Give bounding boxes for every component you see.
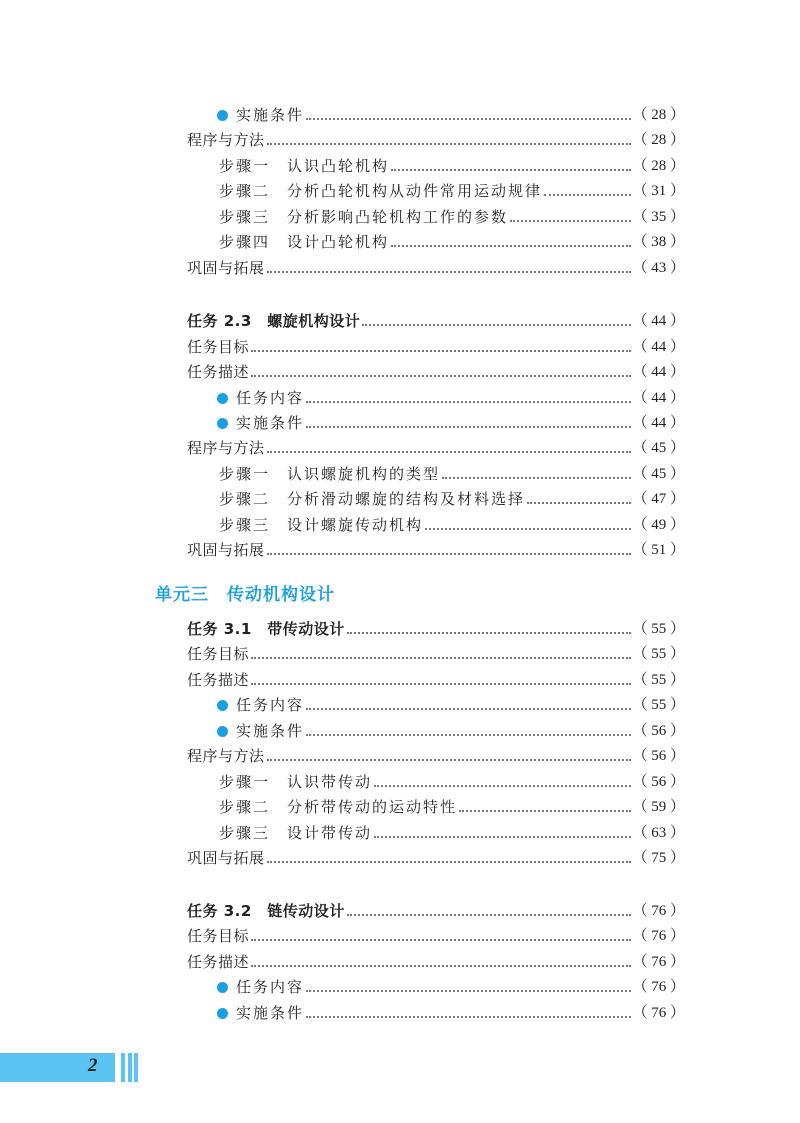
- toc-entry: [187, 336, 685, 358]
- dot-leader: [527, 502, 631, 504]
- dot-leader: [306, 990, 631, 992]
- toc-entry-page: （ 76 ）: [632, 979, 685, 995]
- toc-entry-page: （ 28 ）: [632, 107, 685, 123]
- toc-entry-page: （ 44 ）: [632, 390, 685, 406]
- toc-entry: [219, 514, 685, 536]
- toc-entry: [219, 796, 685, 818]
- toc-entry-page: （ 43 ）: [632, 260, 685, 276]
- toc-entry-title: 步骤二 分析滑动螺旋的结构及材料选择: [219, 490, 526, 508]
- toc-entry-title: 步骤一 认识凸轮机构: [219, 157, 390, 175]
- bullet-icon: [217, 982, 228, 993]
- toc-entry: [219, 155, 685, 177]
- toc-entry-title: 实施条件: [236, 106, 305, 124]
- dot-leader: [391, 169, 631, 171]
- toc-entry: [217, 1002, 685, 1024]
- toc-entry: [187, 361, 685, 383]
- dot-leader: [362, 324, 631, 326]
- dot-leader: [306, 426, 631, 428]
- toc-entry-page: （ 76 ）: [632, 954, 685, 970]
- toc-entry-page: （ 59 ）: [632, 799, 685, 815]
- toc-entry: [219, 180, 685, 202]
- toc-entry-title: 任务描述: [187, 671, 250, 689]
- toc-entry-title: 任务目标: [187, 645, 250, 663]
- toc-entry-page: （ 35 ）: [632, 209, 685, 225]
- toc-entry-title: 巩固与拓展: [187, 849, 265, 867]
- toc-entry: [187, 539, 685, 561]
- toc-entry-page: （ 45 ）: [632, 466, 685, 482]
- toc-entry-page: （ 56 ）: [632, 748, 685, 764]
- toc-entry-title: 任务描述: [187, 363, 250, 381]
- toc-entry-page: （ 56 ）: [632, 723, 685, 739]
- toc-entry-title: 任务目标: [187, 338, 250, 356]
- toc-entry-page: （ 44 ）: [632, 339, 685, 355]
- toc-entry: [187, 618, 685, 640]
- bullet-icon: [217, 700, 228, 711]
- toc-entry: [217, 694, 685, 716]
- dot-leader: [442, 477, 631, 479]
- dot-leader: [347, 914, 632, 916]
- toc-entry-title: 实施条件: [236, 414, 305, 432]
- toc-entry-title: 实施条件: [236, 722, 305, 740]
- toc-entry-title: 任务 2.3 螺旋机构设计: [187, 312, 361, 330]
- toc-entry-page: （ 55 ）: [632, 646, 685, 662]
- bullet-icon: [217, 1008, 228, 1019]
- toc-entry: [217, 387, 685, 409]
- dot-leader: [306, 401, 631, 403]
- toc-entry-page: （ 75 ）: [632, 850, 685, 866]
- toc-entry: [187, 669, 685, 691]
- dot-leader: [267, 553, 632, 555]
- toc-entry-page: （ 44 ）: [632, 364, 685, 380]
- toc-entry: [217, 412, 685, 434]
- bullet-icon: [217, 418, 228, 429]
- toc-entry-title: 实施条件: [236, 1004, 305, 1022]
- dot-leader: [459, 810, 631, 812]
- footer-stripe: [134, 1053, 138, 1082]
- toc-entry-title: 步骤三 设计螺旋传动机构: [219, 516, 424, 534]
- toc-entry-title: 步骤二 分析带传动的运动特性: [219, 798, 458, 816]
- toc-entry: [187, 129, 685, 151]
- dot-leader: [391, 245, 631, 247]
- dot-leader: [267, 861, 632, 863]
- toc-entry: [187, 643, 685, 665]
- toc-entry-title: 任务目标: [187, 927, 250, 945]
- toc-entry-page: （ 51 ）: [632, 542, 685, 558]
- toc-entry: [217, 720, 685, 742]
- dot-leader: [544, 194, 631, 196]
- toc-entry-title: 巩固与拓展: [187, 259, 265, 277]
- toc-entry-page: （ 55 ）: [632, 697, 685, 713]
- unit-heading: 单元三 传动机构设计: [155, 585, 335, 605]
- toc-entry-title: 任务描述: [187, 953, 250, 971]
- toc-entry-title: 程序与方法: [187, 439, 265, 457]
- page-number: 2: [88, 1055, 98, 1076]
- toc-entry-page: （ 28 ）: [632, 132, 685, 148]
- bullet-icon: [217, 726, 228, 737]
- toc-entry-title: 程序与方法: [187, 747, 265, 765]
- toc-entry-page: （ 45 ）: [632, 440, 685, 456]
- toc-entry: [187, 310, 685, 332]
- toc-entry-title: 步骤四 设计凸轮机构: [219, 233, 390, 251]
- dot-leader: [306, 708, 631, 710]
- toc-entry: [187, 437, 685, 459]
- dot-leader: [374, 785, 631, 787]
- toc-entry-title: 任务内容: [236, 696, 305, 714]
- footer-stripe: [121, 1053, 125, 1082]
- toc-entry-page: （ 28 ）: [632, 158, 685, 174]
- toc-entry-title: 步骤二 分析凸轮机构从动件常用运动规律: [219, 182, 543, 200]
- toc-entry: [219, 206, 685, 228]
- toc-entry: [187, 745, 685, 767]
- dot-leader: [267, 759, 632, 761]
- toc-entry-page: （ 44 ）: [632, 415, 685, 431]
- bullet-icon: [217, 393, 228, 404]
- toc-entry: [219, 231, 685, 253]
- toc-entry-title: 任务 3.1 带传动设计: [187, 620, 345, 638]
- toc-entry: [217, 976, 685, 998]
- toc-entry: [187, 900, 685, 922]
- toc-entry: [219, 488, 685, 510]
- dot-leader: [347, 632, 632, 634]
- toc-entry-title: 任务内容: [236, 978, 305, 996]
- dot-leader: [267, 143, 632, 145]
- toc-entry: [187, 847, 685, 869]
- toc-entry: [187, 951, 685, 973]
- toc-entry-page: （ 31 ）: [632, 183, 685, 199]
- dot-leader: [251, 939, 631, 941]
- toc-entry: [219, 463, 685, 485]
- dot-leader: [267, 451, 632, 453]
- toc-entry-title: 步骤一 认识带传动: [219, 773, 373, 791]
- toc-entry-title: 任务内容: [236, 389, 305, 407]
- toc-entry: [219, 771, 685, 793]
- toc-entry-title: 步骤一 认识螺旋机构的类型: [219, 465, 441, 483]
- dot-leader: [251, 965, 631, 967]
- bullet-icon: [217, 110, 228, 121]
- dot-leader: [425, 528, 631, 530]
- toc-entry-page: （ 76 ）: [632, 1005, 685, 1021]
- dot-leader: [251, 683, 631, 685]
- toc-entry-page: （ 76 ）: [632, 903, 685, 919]
- toc-entry-title: 程序与方法: [187, 131, 265, 149]
- toc-entry-title: 步骤三 设计带传动: [219, 824, 373, 842]
- dot-leader: [306, 118, 631, 120]
- toc-entry-page: （ 44 ）: [632, 313, 685, 329]
- dot-leader: [251, 350, 631, 352]
- dot-leader: [251, 375, 631, 377]
- dot-leader: [267, 271, 632, 273]
- toc-entry-page: （ 55 ）: [632, 672, 685, 688]
- dot-leader: [306, 1016, 631, 1018]
- toc-entry-title: 步骤三 分析影响凸轮机构工作的参数: [219, 208, 509, 226]
- toc-entry: [187, 925, 685, 947]
- toc-entry-page: （ 49 ）: [632, 517, 685, 533]
- toc-entry-title: 巩固与拓展: [187, 541, 265, 559]
- toc-entry-page: （ 76 ）: [632, 928, 685, 944]
- toc-entry-title: 任务 3.2 链传动设计: [187, 902, 345, 920]
- dot-leader: [306, 734, 631, 736]
- toc-entry-page: （ 47 ）: [632, 491, 685, 507]
- toc-entry: [217, 104, 685, 126]
- toc-entry: [187, 257, 685, 279]
- footer-stripe: [128, 1053, 132, 1082]
- toc-entry-page: （ 56 ）: [632, 774, 685, 790]
- toc-entry-page: （ 55 ）: [632, 621, 685, 637]
- toc-entry: [219, 822, 685, 844]
- toc-entry-page: （ 38 ）: [632, 234, 685, 250]
- dot-leader: [374, 836, 631, 838]
- toc-entry-page: （ 63 ）: [632, 825, 685, 841]
- dot-leader: [251, 657, 631, 659]
- dot-leader: [510, 220, 631, 222]
